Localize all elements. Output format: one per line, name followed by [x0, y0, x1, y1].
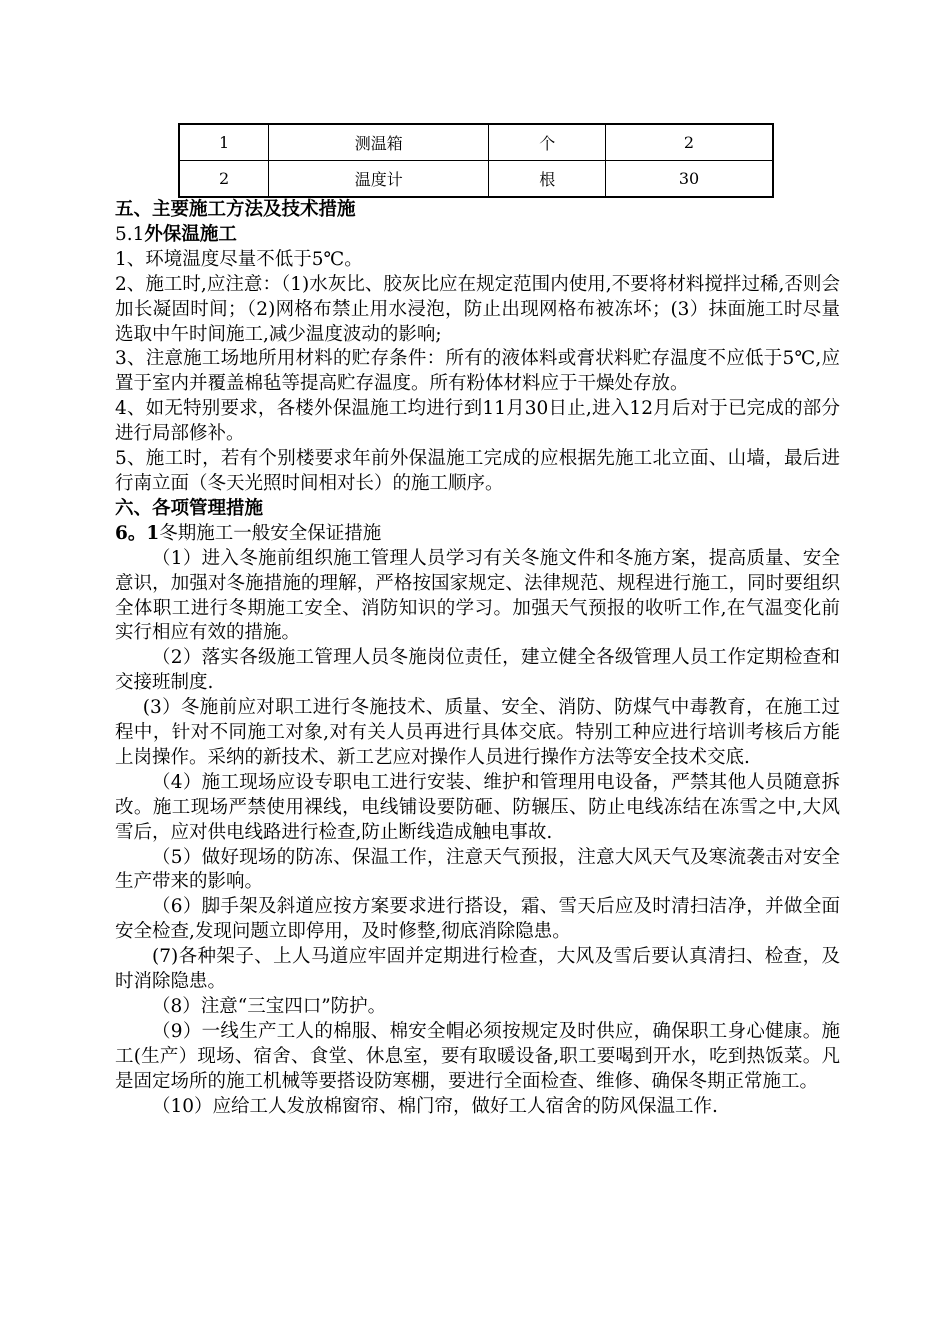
numbered-item: 2、施工时,应注意：（1)水灰比、胶灰比应在规定范围内使用,不要将材料搅拌过稀,否则会加长凝固时间；（2)网格布禁止用水浸泡，防止出现网格布被冻坏；(3）抹面施工时尽量选取中午时间施工,减少温度波动的影响;	[115, 273, 840, 345]
document-body	[115, 198, 840, 1120]
table-cell: 1	[179, 124, 269, 161]
paragraph: （6）脚手架及斜道应按方案要求进行搭设，霜、雪天后应及时清扫洁净，并做全面安全检查,发现问题立即停用，及时修整,彻底消除隐患。	[115, 896, 840, 943]
numbered-item: 4、如无特别要求，各楼外保温施工均进行到11月30日止,进入12月后对于已完成的部分进行局部修补。	[115, 398, 840, 445]
table-row	[179, 161, 773, 198]
paragraph: （9）一线生产工人的棉服、棉安全帽必须按规定及时供应，确保职工身心健康。施工(生产）现场、宿舍、食堂、休息室，要有取暖设备,职工要喝到开水，吃到热饭菜。凡是固定场所的施工机械等要搭设防寒棚，要进行全面检查、维修、确保冬期正常施工。	[115, 1020, 840, 1092]
paragraph: （5）做好现场的防冻、保温工作，注意天气预报，注意大风天气及寒流袭击对安全生产带来的影响。	[115, 846, 840, 893]
paragraph: （4）施工现场应设专职电工进行安装、维护和管理用电设备，严禁其他人员随意拆改。施工现场严禁使用裸线，电线铺设要防砸、防辗压、防止电线冻结在冻雪之中,大风雪后，应对供电线路进行检查,防止断线造成触电事故.	[115, 771, 840, 843]
subsection-heading	[115, 522, 840, 547]
paragraph: （10）应给工人发放棉窗帘、棉门帘，做好工人宿舍的防风保温工作.	[152, 1095, 718, 1117]
paragraph: (7)各种架子、上人马道应牢固并定期进行检查，大风及雪后要认真清扫、检查，及时消除隐患。	[115, 946, 840, 993]
table-row	[179, 124, 773, 161]
subsection-number: 5.1	[115, 223, 145, 245]
subsection-heading	[115, 223, 840, 248]
section-heading: 六、各项管理措施	[115, 497, 264, 519]
paragraph: （2）落实各级施工管理人员冬施岗位责任，建立健全各级管理人员工作定期检查和交接班制度.	[115, 647, 840, 694]
paragraph: （8）注意“三宝四口”防护。	[152, 996, 387, 1017]
equipment-table	[178, 123, 774, 198]
table-cell: 个	[489, 124, 606, 161]
numbered-item: 5、施工时，若有个别楼要求年前外保温施工完成的应根据先施工北立面、山墙，最后进行南立面（冬天光照时间相对长）的施工顺序。	[115, 448, 840, 494]
numbered-item: 3、注意施工场地所用材料的贮存条件：所有的液体料或膏状料贮存温度不应低于5℃,应置于室内并覆盖棉毡等提高贮存温度。所有粉体材料应于干燥处存放。	[115, 348, 840, 395]
subsection-number: 6。1	[115, 522, 160, 544]
table-cell: 30	[606, 161, 773, 198]
table-cell: 温度计	[269, 161, 489, 198]
paragraph: （1）进入冬施前组织施工管理人员学习有关冬施文件和冬施方案，提高质量、安全意识，加强对冬施措施的理解，严格按国家规定、法律规范、规程进行施工，同时要组织全体职工进行冬期施工安全、消防知识的学习。加强天气预报的收听工作,在气温变化前实行相应有效的措施。	[115, 547, 840, 644]
subsection-title: 冬期施工一般安全保证措施	[159, 522, 382, 544]
numbered-item: 1、环境温度尽量不低于5℃。	[115, 248, 363, 270]
table-cell: 根	[489, 161, 606, 198]
subsection-title: 外保温施工	[144, 223, 237, 245]
table-cell: 2	[179, 161, 269, 198]
section-heading: 五、主要施工方法及技术措施	[115, 199, 356, 220]
table-cell: 2	[606, 124, 773, 161]
table-cell: 测温箱	[269, 124, 489, 161]
paragraph: (3）冬施前应对职工进行冬施技术、质量、安全、消防、防煤气中毒教育，在施工过程中，针对不同施工对象,对有关人员再进行具体交底。特别工种应进行培训考核后方能上岗操作。采纳的新技术、新工艺应对操作人员进行操作方法等安全技术交底.	[115, 697, 840, 768]
